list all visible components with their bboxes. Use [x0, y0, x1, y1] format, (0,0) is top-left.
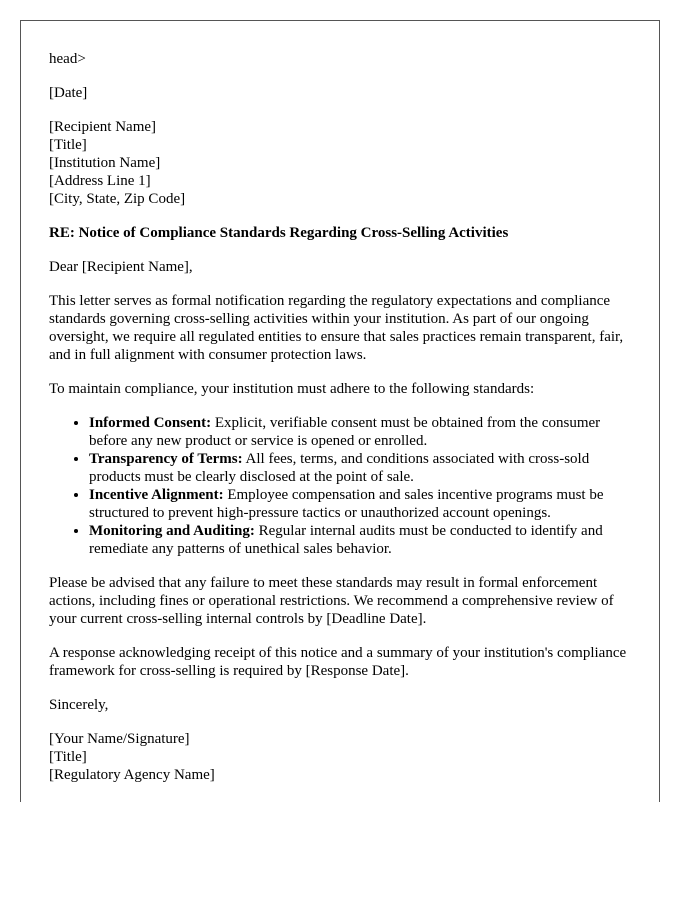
stray-text: head>: [49, 51, 86, 67]
recipient-block: [49, 118, 631, 208]
signature-title: [Title]: [49, 749, 87, 765]
standard-text: Employee compensation and sales incentive programs must be structured to prevent high-pressure tactics or unauthorized account openings.: [89, 487, 604, 521]
body-paragraph-1: This letter serves as formal notification regarding the regulatory expectations and compliance standards governing cross-selling activities within your institution. As part of our ongoing oversight, we require all regulated entities to ensure that sales practices remain transparent, fair, and in full alignment with consumer protection laws.: [49, 293, 624, 363]
standard-term: Informed Consent:: [89, 415, 212, 431]
standard-item: [89, 522, 631, 558]
body-paragraph-4: A response acknowledging receipt of this notice and a summary of your institution's compliance framework for cross-selling is required by [Response Date].: [49, 645, 627, 679]
standard-term: Transparency of Terms:: [89, 451, 243, 467]
standard-item: [89, 414, 631, 450]
recipient-institution: [Institution Name]: [49, 155, 161, 171]
standard-item: [89, 450, 631, 486]
signature-name: [Your Name/Signature]: [49, 731, 190, 747]
letter-date: [Date]: [49, 85, 88, 101]
closing: Sincerely,: [49, 697, 109, 713]
standard-term: Monitoring and Auditing:: [89, 523, 255, 539]
recipient-name: [Recipient Name]: [49, 119, 157, 135]
recipient-address-line-1: [Address Line 1]: [49, 173, 151, 189]
standard-item: [89, 486, 631, 522]
body-paragraph-2: To maintain compliance, your institution must adhere to the following standards:: [49, 381, 535, 397]
signature-block: [49, 730, 631, 784]
standard-text: Explicit, verifiable consent must be obtained from the consumer before any new product or service is opened or enrolled.: [89, 415, 601, 449]
standard-text: Regular internal audits must be conducted to identify and remediate any patterns of unethical sales behavior.: [89, 523, 603, 557]
recipient-title: [Title]: [49, 137, 87, 153]
letter-page: [20, 20, 660, 802]
salutation: Dear [Recipient Name],: [49, 259, 193, 275]
standard-term: Incentive Alignment:: [89, 487, 224, 503]
signature-agency: [Regulatory Agency Name]: [49, 767, 215, 783]
body-paragraph-3: Please be advised that any failure to meet these standards may result in formal enforcement actions, including fines or operational restrictions. We recommend a comprehensive review of your current cross-selling internal controls by [Deadline Date].: [49, 575, 614, 627]
recipient-city-state-zip: [City, State, Zip Code]: [49, 191, 186, 207]
subject-line: RE: Notice of Compliance Standards Regarding Cross-Selling Activities: [49, 225, 509, 241]
standards-list: [49, 414, 631, 558]
standard-text: All fees, terms, and conditions associated with cross-sold products must be clearly disclosed at the point of sale.: [89, 451, 590, 485]
